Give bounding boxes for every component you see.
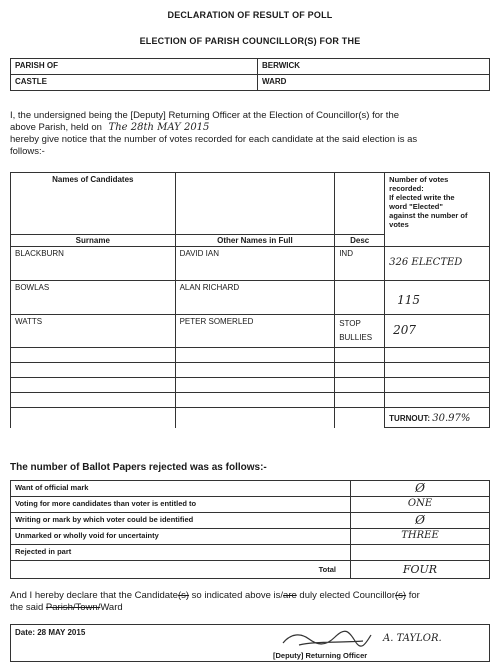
candidate-surname: BLACKBURN [11, 247, 176, 281]
candidate-votes: 326 ELECTED [385, 247, 490, 281]
candidates-table [10, 172, 490, 428]
intro-line-2: above Parish, held on The 28th MAY 2015 [10, 122, 210, 133]
other-names-header: Other Names in Full [175, 235, 335, 247]
turnout-row [11, 408, 490, 428]
parish-value: BERWICK [258, 59, 490, 75]
surname-header: Surname [11, 235, 176, 247]
rejected-table [10, 480, 490, 579]
ward-name: CASTLE [11, 75, 258, 91]
signature-icon [279, 629, 389, 651]
rejected-count: THREE [351, 529, 490, 545]
rejected-reason: Writing or mark by which voter could be identified [11, 513, 351, 529]
table-row [11, 481, 490, 497]
table-row [11, 363, 490, 378]
rejected-count: ONE [351, 497, 490, 513]
table-row [11, 513, 490, 529]
table-row [11, 378, 490, 393]
table-row [11, 545, 490, 561]
table-row [11, 497, 490, 513]
parish-label: PARISH OF [11, 59, 258, 75]
total-label: Total [11, 561, 351, 579]
candidate-other-names: ALAN RICHARD [175, 281, 335, 315]
table-row [11, 393, 490, 408]
candidate-desc: IND [335, 247, 385, 281]
rejected-reason: Unmarked or wholly void for uncertainty [11, 529, 351, 545]
candidate-votes: 115 [385, 281, 490, 315]
footer-box [10, 624, 490, 662]
rejected-count: Ø [351, 481, 490, 497]
candidate-votes: 207 [385, 315, 490, 348]
table-row [11, 315, 490, 348]
total-row [11, 561, 490, 579]
document-title: DECLARATION OF RESULT OF POLL [167, 10, 333, 20]
table-row [11, 348, 490, 363]
closing-line-2: the said Parish/Town/Ward [10, 602, 123, 613]
desc-header: Desc [335, 235, 385, 247]
table-row [11, 281, 490, 315]
rejected-heading: The number of Ballot Papers rejected was as follows:- [10, 462, 267, 473]
rejected-count: Ø [351, 513, 490, 529]
officer-label: [Deputy] Returning Officer [273, 651, 368, 660]
rejected-reason: Rejected in part [11, 545, 351, 561]
intro-line-1: I, the undersigned being the [Deputy] Returning Officer at the Election of Councillor(s) for the [10, 110, 400, 121]
held-on-date: The 28th MAY 2015 [108, 122, 210, 133]
closing-line-1: And I hereby declare that the Candidate(s) so indicated above is/are duly elected Councillor(s) for [10, 590, 420, 601]
ward-label: WARD [258, 75, 490, 91]
candidate-desc [335, 281, 385, 315]
table-row [11, 529, 490, 545]
intro-paragraph [10, 110, 495, 158]
rejected-count [351, 545, 490, 561]
candidate-other-names: PETER SOMERLED [175, 315, 335, 348]
intro-line-3: hereby give notice that the number of votes recorded for each candidate at the said election is as [10, 134, 418, 145]
rejected-reason: Want of official mark [11, 481, 351, 497]
candidate-surname: WATTS [11, 315, 176, 348]
signature-name: A. TAYLOR. [383, 633, 442, 644]
turnout-label: TURNOUT: [389, 414, 431, 423]
turnout-cell [385, 408, 490, 428]
turnout-value: 30.97% [432, 413, 471, 424]
candidate-other-names: DAVID IAN [175, 247, 335, 281]
table-row [11, 247, 490, 281]
total-value: FOUR [351, 561, 490, 579]
document-subtitle: ELECTION OF PARISH COUNCILLOR(S) FOR THE [139, 36, 361, 46]
declaration-date: Date: 28 MAY 2015 [15, 628, 86, 637]
intro-line-4: follows:- [10, 146, 45, 157]
votes-header: Number of votes recorded: If elected write the word "Elected" against the number of votes [385, 173, 490, 247]
closing-paragraph [10, 590, 495, 614]
rejected-reason: Voting for more candidates than voter is entitled to [11, 497, 351, 513]
candidate-surname: BOWLAS [11, 281, 176, 315]
candidate-desc: STOP BULLIES [335, 315, 385, 348]
names-header: Names of Candidates [11, 173, 176, 235]
parish-box [10, 58, 490, 91]
